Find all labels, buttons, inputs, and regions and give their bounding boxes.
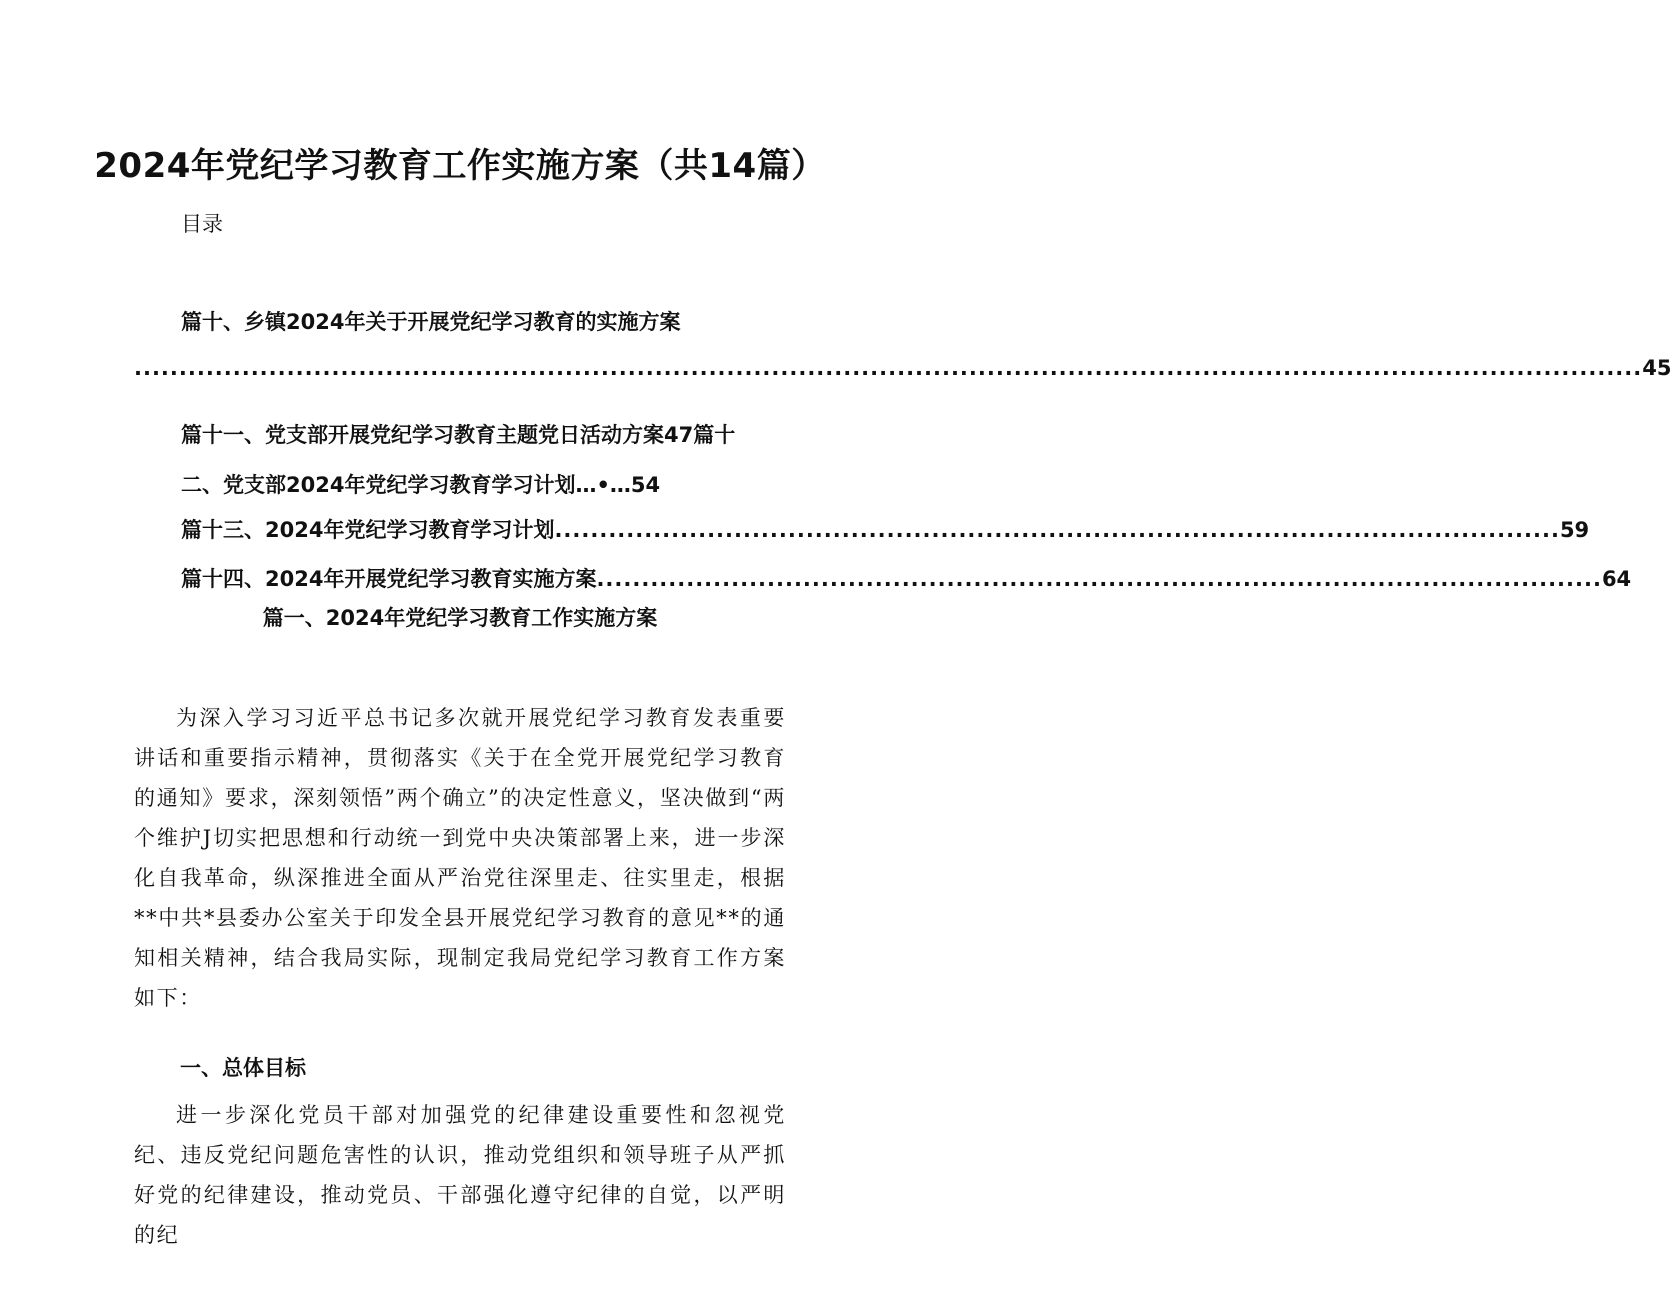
document-title: 2024年党纪学习教育工作实施方案（共14篇） xyxy=(94,146,826,186)
toc-item-11[interactable]: 篇十一、党支部开展党纪学习教育主题党日活动方案47篇十 xyxy=(181,423,736,447)
toc-item-12[interactable]: 二、党支部2024年党纪学习教育学习计划…•…54 xyxy=(181,473,661,497)
toc-item-14[interactable] xyxy=(181,563,1632,593)
toc-leader-dots: ................................................................................................................ xyxy=(596,567,1602,591)
toc-item-10-leader-row[interactable] xyxy=(134,356,1671,380)
toc-page-number: 64 xyxy=(1601,567,1632,591)
toc-heading: 目录 xyxy=(181,212,223,236)
paragraph-text: 为深入学习习近平总书记多次就开展党纪学习教育发表重要讲话和重要指示精神，贯彻落实《关于在全党开展党纪学习教育的通知》要求，深刻领悟”两个确立”的决定性意义，坚决做到“两个维护J切实把思想和行动统一到党中央决策部署上来，进一步深化自我革命，纵深推进全面从严治党往深里走、往实里走，根据**中共*县委办公室关于印发全县开展党纪学习教育的意见**的通知相关精神，结合我局实际，现制定我局党纪学习教育工作方案如下： xyxy=(134,706,786,1010)
toc-item-label: 篇十三、2024年党纪学习教育学习计划 xyxy=(181,518,555,542)
toc-leader-dots: ........................................................................................................................................................................ xyxy=(134,356,1643,380)
toc-page-number: 59 xyxy=(1559,518,1590,542)
section-heading: 篇一、2024年党纪学习教育工作实施方案 xyxy=(262,606,658,630)
body-paragraph-1 xyxy=(134,698,786,1018)
toc-leader-dots: ................................................................................................................ xyxy=(554,518,1560,542)
body-paragraph-2 xyxy=(134,1095,786,1255)
toc-item-13[interactable] xyxy=(181,514,1590,544)
paragraph-text: 进一步深化党员干部对加强党的纪律建设重要性和忽视党纪、违反党纪问题危害性的认识，推动党组织和领导班子从严抓好党的纪律建设，推动党员、干部强化遵守纪律的自觉，以严明的纪 xyxy=(134,1103,786,1247)
toc-page-number: 45 xyxy=(1642,356,1671,380)
subheading-overall-goal: 一、总体目标 xyxy=(180,1056,306,1080)
toc-item-label: 篇十四、2024年开展党纪学习教育实施方案 xyxy=(181,567,597,591)
toc-item-10[interactable]: 篇十、乡镇2024年关于开展党纪学习教育的实施方案 xyxy=(181,310,681,334)
